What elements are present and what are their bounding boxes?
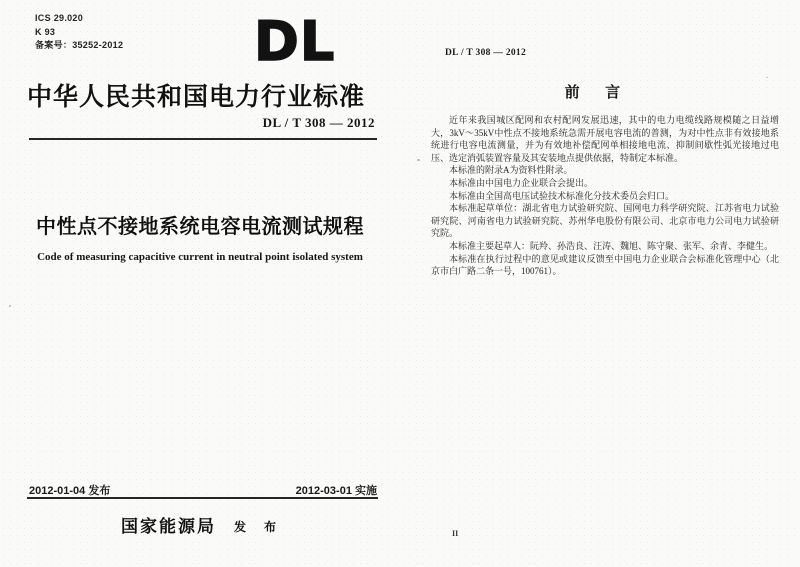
foreword-paragraph-6: 本标准主要起草人：阮羚、孙浩良、汪涛、魏旭、陈守聚、张军、余青、李健生。	[449, 240, 774, 251]
ics-code: ICS 29.020	[35, 13, 84, 23]
record-number: 备案号：35252-2012	[35, 40, 124, 50]
standard-number: DL / T 308 — 2012	[262, 115, 375, 130]
running-header-standard-number: DL / T 308 — 2012	[445, 48, 527, 58]
bottom-horizontal-rule	[27, 497, 378, 499]
foreword-paragraph-2: 本标准的附录A为资料性附录。	[449, 165, 573, 176]
foreword-paragraph-3: 本标准由中国电力企业联合会提出。	[449, 177, 594, 188]
foreword-page	[400, 0, 800, 567]
classification-code: K 93	[35, 26, 56, 37]
foreword-body	[431, 114, 779, 278]
issue-action-label: 发 布	[233, 520, 279, 534]
dates-row	[29, 482, 377, 498]
standard-category-title: 中华人民共和国电力行业标准	[27, 83, 366, 111]
cover-meta-block	[35, 12, 123, 53]
dl-logo: DL	[254, 10, 336, 73]
foreword-paragraph-4: 本标准由全国高电压试验技术标准化分技术委员会归口。	[449, 190, 675, 201]
foreword-paragraph-7: 本标准在执行过程中的意见或建议反馈至中国电力企业联合会标准化管理中心（北京市白广路二条一号，100761）。	[431, 253, 779, 277]
top-horizontal-rule	[29, 138, 377, 140]
scan-artifact	[417, 159, 420, 161]
standard-title-en: Code of measuring capacitive current in neutral point isolated system	[37, 251, 363, 263]
issue-date: 2012-01-04 发布	[29, 485, 111, 497]
scan-artifact	[9, 305, 11, 307]
foreword-title: 前 言	[564, 84, 626, 101]
issuer-row	[0, 512, 400, 537]
foreword-paragraph-5: 本标准起草单位：湖北省电力试验研究院、国网电力科学研究院、江苏省电力试验研究院、河南省电力试验研究院、苏州华电股份有限公司、北京市电力公司电力试验研究院。	[431, 203, 779, 239]
foreword-paragraph-1: 近年来我国城区配网和农村配网发展迅速，其中的电力电缆线路规模随之日益增大，3kV～35kV中性点不接地系统急需开展电容电流的普测，为对中性点非有效接地系统进行电容电流测量，并为有效地补偿配网单相接地电流、抑制间歇性弧光接地过电压、选定消弧装置容量及其安装地点提供依据，特制定本标准。	[431, 115, 779, 163]
scan-artifact	[766, 77, 768, 78]
implement-date: 2012-03-01 实施	[295, 485, 377, 497]
standard-title-zh: 中性点不接地系统电容电流测试规程	[36, 216, 364, 238]
issuing-authority: 国家能源局	[120, 517, 216, 536]
page-number: II	[452, 529, 459, 538]
